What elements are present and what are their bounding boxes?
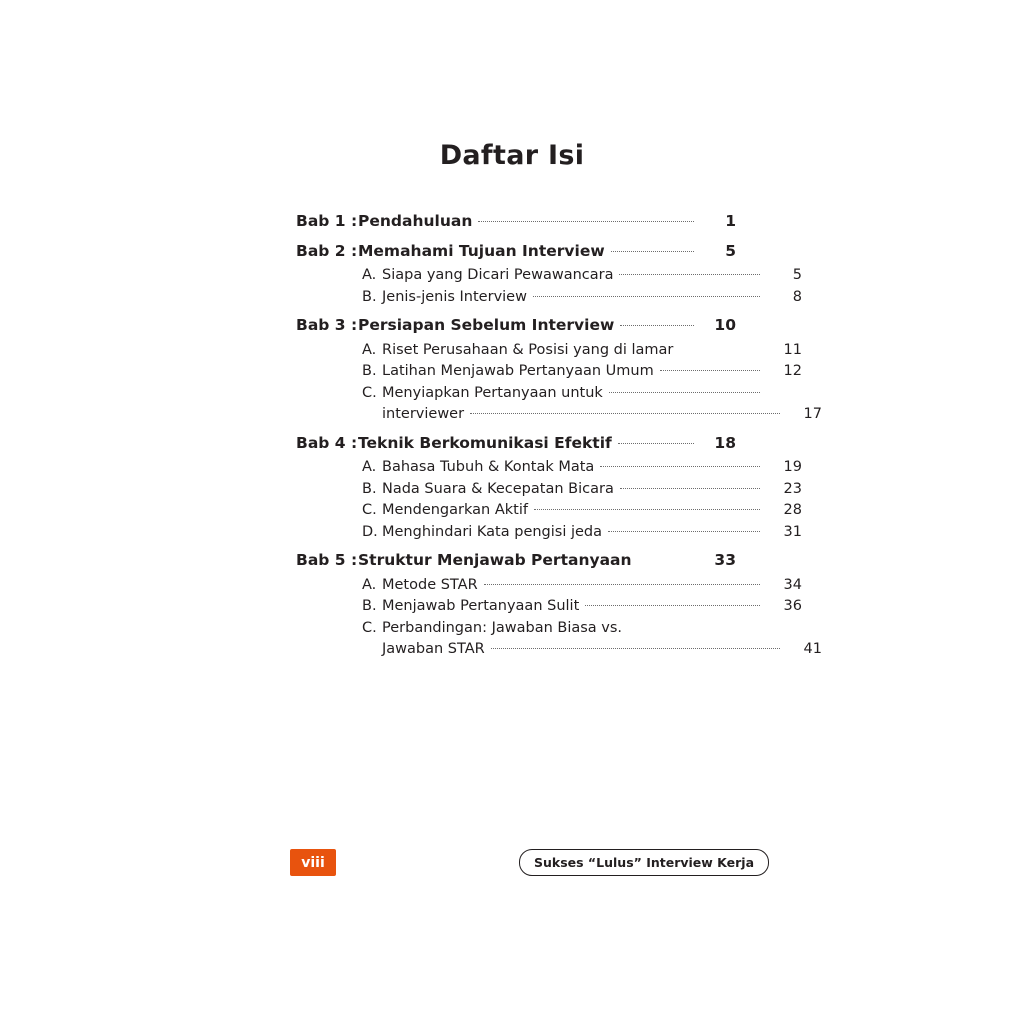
toc-leader-dots: [608, 531, 760, 532]
toc-group: [296, 551, 822, 657]
toc-entry-title: Bahasa Tubuh & Kontak Mata: [382, 459, 595, 475]
toc-entry-title: Menjawab Pertanyaan Sulit: [382, 598, 580, 614]
page-number-badge: viii: [290, 849, 336, 876]
toc-entry-row[interactable]: [296, 460, 802, 475]
toc-entry-title: Riset Perusahaan & Posisi yang di lamar: [382, 341, 674, 358]
toc-page-number: 41: [803, 641, 822, 657]
toc-page-number: 33: [714, 551, 736, 569]
toc-leader-dots: [660, 370, 760, 371]
toc-group: [296, 214, 736, 230]
toc-leader-dots: [491, 648, 780, 649]
toc-entry-title: Mendengarkan Aktif: [382, 502, 528, 518]
toc-leader-dots: [619, 274, 760, 275]
toc-chapter-row[interactable]: [296, 433, 736, 452]
toc-chapter-title: Pendahuluan: [358, 212, 473, 230]
toc-entry-letter: B.: [362, 480, 377, 497]
toc-leader-dots: [620, 488, 760, 489]
toc-page-number: 28: [783, 502, 802, 518]
toc-group: [296, 433, 802, 540]
toc-entry-row[interactable]: [296, 407, 822, 422]
toc-chapter-number: Bab 2 :: [296, 241, 358, 260]
toc-page-number: 12: [783, 363, 802, 379]
toc-chapter-number: Bab 5 :: [296, 551, 358, 569]
page-title: Daftar Isi: [439, 140, 585, 171]
toc-page-number: 34: [783, 576, 802, 593]
toc-page-number: 10: [714, 316, 736, 334]
toc-page-number: 19: [783, 459, 802, 475]
toc-leader-dots: [611, 251, 694, 252]
toc-entry-row[interactable]: [296, 386, 802, 401]
toc-chapter-row[interactable]: [296, 318, 736, 334]
toc-entry-title: Siapa yang Dicari Pewawancara: [382, 267, 614, 283]
toc-entry-row[interactable]: [296, 290, 802, 305]
toc-entry-title: Menyiapkan Pertanyaan untuk: [382, 384, 603, 401]
toc-leader-dots: [620, 325, 694, 326]
toc-entry-row[interactable]: [296, 482, 802, 497]
toc-entry-row[interactable]: [296, 578, 802, 593]
toc-leader-dots: [585, 605, 760, 606]
toc-page-number: 5: [792, 267, 802, 283]
toc-entry-title: Metode STAR: [382, 576, 478, 593]
toc-page-number: 31: [783, 523, 802, 540]
toc-leader-dots: [618, 443, 694, 444]
toc-entry-row[interactable]: [296, 525, 802, 540]
toc-leader-dots: [478, 221, 694, 222]
toc-entry-letter: B.: [362, 363, 377, 379]
toc-entry-letter: A.: [362, 341, 377, 358]
toc-page-number: 5: [725, 241, 736, 260]
toc-entry-letter: B.: [362, 288, 377, 305]
toc-entry-row[interactable]: [296, 343, 802, 358]
toc-entry-letter: A.: [362, 267, 377, 283]
toc-page-number: 23: [783, 480, 802, 497]
toc-entry-title: Jawaban STAR: [382, 641, 485, 657]
toc-page-number: 17: [803, 406, 822, 422]
toc-leader-dots: [609, 392, 760, 393]
toc-leader-dots: [534, 509, 760, 510]
toc-chapter-title: Struktur Menjawab Pertanyaan: [358, 551, 632, 569]
toc-chapter-number: Bab 4 :: [296, 433, 358, 452]
table-of-contents: [296, 212, 822, 657]
toc-entry-title: Menghindari Kata pengisi jeda: [382, 523, 603, 540]
toc-chapter-row[interactable]: [296, 241, 736, 260]
toc-entry-row[interactable]: [296, 268, 802, 283]
toc-chapter-number: Bab 3 :: [296, 316, 358, 334]
toc-leader-dots: [533, 296, 760, 297]
toc-chapter-title: Memahami Tujuan Interview: [358, 241, 605, 260]
toc-entry-title: Jenis-jenis Interview: [382, 288, 527, 305]
toc-page-number: 18: [714, 433, 736, 452]
toc-page-number: 11: [783, 341, 802, 358]
toc-leader-dots: [484, 584, 760, 585]
toc-entry-title: Nada Suara & Kecepatan Bicara: [382, 480, 614, 497]
toc-entry-letter: C.: [362, 502, 377, 518]
toc-chapter-title: Teknik Berkomunikasi Efektif: [358, 433, 612, 452]
toc-page-number: 8: [792, 288, 802, 305]
toc-entry-row[interactable]: [296, 364, 802, 379]
toc-chapter-number: Bab 1 :: [296, 212, 358, 230]
toc-entry-letter: B.: [362, 598, 377, 614]
toc-entry-letter: A.: [362, 576, 377, 593]
toc-entry-letter: C.: [362, 384, 377, 401]
toc-entry-letter: A.: [362, 459, 377, 475]
toc-entry-row[interactable]: [296, 642, 822, 657]
toc-group: [296, 241, 802, 305]
toc-entry-title: interviewer: [382, 406, 465, 422]
toc-chapter-row[interactable]: [296, 214, 736, 230]
toc-page-number: 1: [725, 212, 736, 230]
toc-chapter-row[interactable]: [296, 553, 736, 569]
toc-entry-row[interactable]: [296, 599, 802, 614]
running-head-badge: Sukses “Lulus” Interview Kerja: [519, 849, 769, 876]
toc-entry-letter: D.: [362, 523, 378, 540]
toc-entry-title: Latihan Menjawab Pertanyaan Umum: [382, 363, 654, 379]
toc-entry-letter: C.: [362, 619, 377, 636]
toc-page-number: 36: [783, 598, 802, 614]
toc-entry-row[interactable]: [296, 503, 802, 518]
toc-entry-row[interactable]: [296, 621, 802, 636]
toc-entry-title: Perbandingan: Jawaban Biasa vs.: [382, 619, 623, 636]
toc-leader-dots: [600, 466, 760, 467]
toc-chapter-title: Persiapan Sebelum Interview: [358, 316, 615, 334]
toc-group: [296, 316, 822, 422]
toc-leader-dots: [470, 413, 780, 414]
